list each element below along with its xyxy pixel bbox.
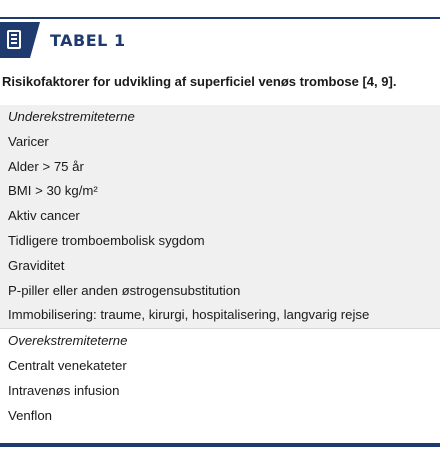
list-item: BMI > 30 kg/m² [0,179,440,204]
list-item: Immobilisering: traume, kirurgi, hospitalisering, langvarig rejse [0,303,440,328]
list-item: Graviditet [0,254,440,279]
table-caption: Risikofaktorer for udvikling af superficiel venøs trombose [4, 9]. [2,74,397,89]
table-title: TABEL 1 [50,31,126,50]
list-item: Aktiv cancer [0,204,440,229]
section-upper-extremities [0,328,440,428]
list-item: Varicer [0,130,440,155]
icon-badge-slant [30,22,40,58]
list-item: P-piller eller anden østrogensubstitution [0,279,440,304]
section-heading: Overekstremiteterne [0,329,440,354]
risk-factor-table [0,105,440,428]
section-lower-extremities [0,105,440,328]
list-item: Tidligere tromboembolisk sygdom [0,229,440,254]
table-header [0,19,440,63]
list-item: Venflon [0,404,440,429]
list-item: Centralt venekateter [0,354,440,379]
section-heading: Underekstremiteterne [0,105,440,130]
document-list-icon [7,30,21,49]
icon-badge [0,22,30,58]
list-item: Intravenøs infusion [0,379,440,404]
list-item: Alder > 75 år [0,155,440,180]
bottom-rule [0,443,440,447]
